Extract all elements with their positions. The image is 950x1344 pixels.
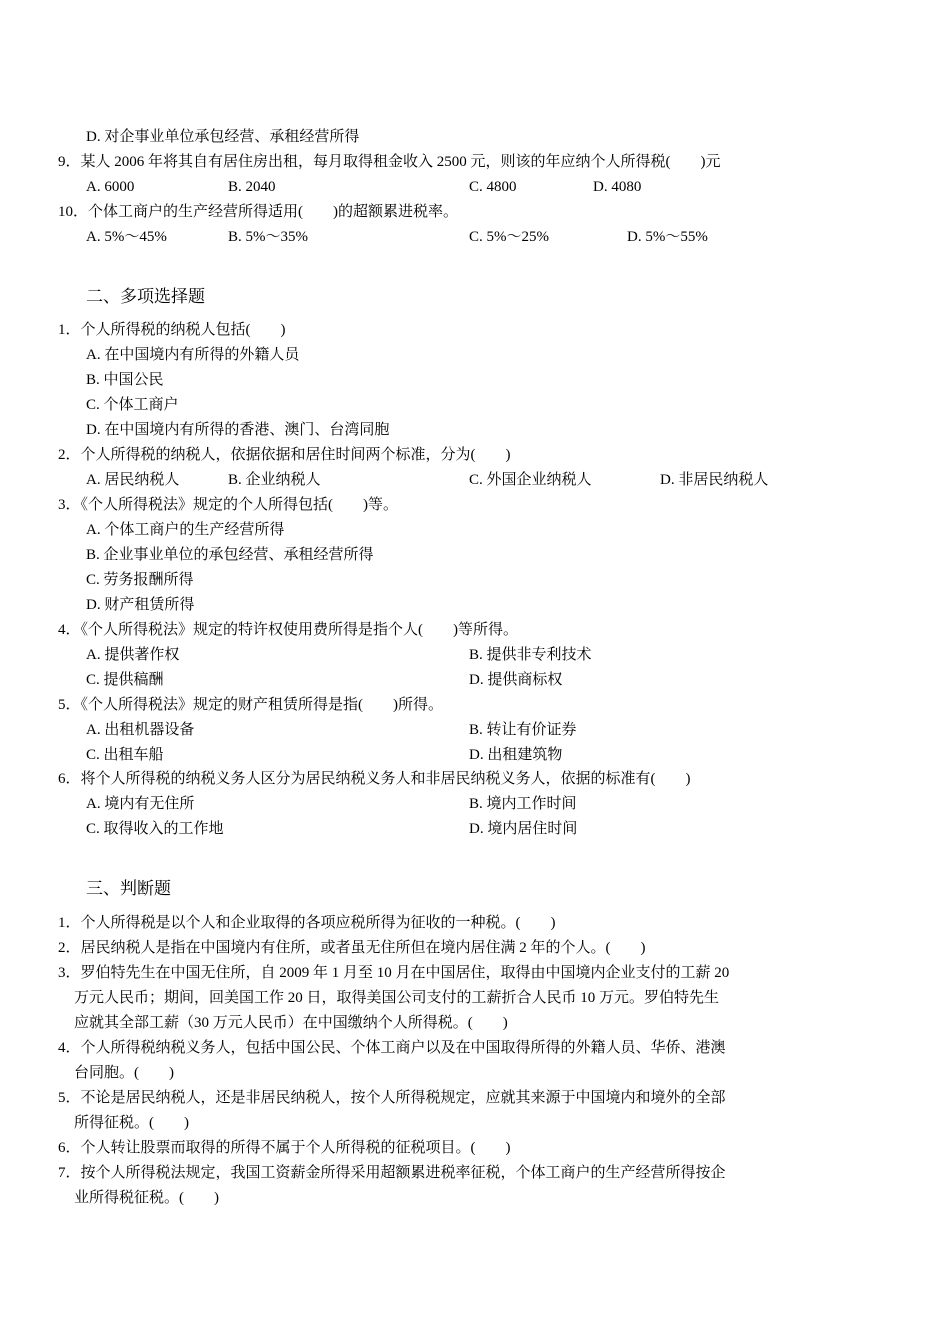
- q10-option-b: B. 5%～35%: [228, 229, 308, 245]
- s2-q3-option-b: B. 企业事业单位的承包经营、承租经营所得: [86, 547, 374, 563]
- s2-q2-text: 2．个人所得税的纳税人，依据依据和居住时间两个标准，分为( ): [58, 447, 511, 463]
- q9-option-c: C. 4800: [469, 179, 517, 195]
- s2-q6-text: 6．将个人所得税的纳税义务人区分为居民纳税义务人和非居民纳税义务人，依据的标准有( ): [58, 771, 691, 787]
- s2-q5-text: 5．《个人所得税法》规定的财产租赁所得是指( )所得。: [58, 697, 443, 713]
- s2-q1-option-c: C. 个体工商户: [86, 397, 179, 413]
- s2-q4-option-d: D. 提供商标权: [469, 672, 563, 688]
- s2-q5-option-a: A. 出租机器设备: [86, 722, 195, 738]
- s2-q4-option-c: C. 提供稿酬: [86, 672, 164, 688]
- s2-q5-option-b: B. 转让有价证券: [469, 722, 577, 738]
- section2-heading: 二、多项选择题: [86, 287, 205, 306]
- s2-q4-option-b: B. 提供非专利技术: [469, 647, 592, 663]
- s2-q6-option-a: A. 境内有无住所: [86, 796, 195, 812]
- s2-q4-option-a: A. 提供著作权: [86, 647, 180, 663]
- s2-q1-text: 1．个人所得税的纳税人包括( ): [58, 322, 286, 338]
- q10-text: 10．个体工商户的生产经营所得适用( )的超额累进税率。: [58, 204, 458, 220]
- q10-option-c: C. 5%～25%: [469, 229, 549, 245]
- s2-q6-option-c: C. 取得收入的工作地: [86, 821, 224, 837]
- section3-heading: 三、判断题: [86, 879, 171, 898]
- s3-line: 2．居民纳税人是指在中国境内有住所，或者虽无住所但在境内居住满 2 年的个人。( ): [58, 940, 646, 956]
- s2-q2-option-d: D. 非居民纳税人: [660, 472, 769, 488]
- q9-option-b: B. 2040: [228, 179, 276, 195]
- s2-q5-option-c: C. 出租车船: [86, 747, 164, 763]
- s3-line: 万元人民币；期间，回美国工作 20 日，取得美国公司支付的工薪折合人民币 10 万元。罗伯特先生: [74, 990, 720, 1006]
- s3-line: 4．个人所得税纳税义务人，包括中国公民、个体工商户以及在中国取得所得的外籍人员、华侨、港澳: [58, 1040, 726, 1056]
- s3-line: 台同胞。( ): [74, 1065, 174, 1081]
- s3-line: 应就其全部工薪（30 万元人民币）在中国缴纳个人所得税。( ): [74, 1015, 508, 1031]
- s2-q4-text: 4．《个人所得税法》规定的特许权使用费所得是指个人( )等所得。: [58, 622, 518, 638]
- s2-q6-option-b: B. 境内工作时间: [469, 796, 577, 812]
- s2-q1-option-a: A. 在中国境内有所得的外籍人员: [86, 347, 300, 363]
- s2-q1-option-d: D. 在中国境内有所得的香港、澳门、台湾同胞: [86, 422, 390, 438]
- s2-q2-option-c: C. 外国企业纳税人: [469, 472, 592, 488]
- s2-q5-option-d: D. 出租建筑物: [469, 747, 563, 763]
- q9-text: 9．某人 2006 年将其自有居住房出租，每月取得租金收入 2500 元，则该的年应纳个人所得税( )元: [58, 154, 721, 170]
- s2-q3-text: 3．《个人所得税法》规定的个人所得包括( )等。: [58, 497, 398, 513]
- s2-q1-option-b: B. 中国公民: [86, 372, 164, 388]
- q10-option-d: D. 5%～55%: [627, 229, 708, 245]
- s2-q2-option-b: B. 企业纳税人: [228, 472, 321, 488]
- q9-option-a: A. 6000: [86, 179, 135, 195]
- s2-q3-option-d: D. 财产租赁所得: [86, 597, 195, 613]
- q9-option-d: D. 4080: [593, 179, 642, 195]
- s3-line: 业所得税征税。( ): [74, 1190, 219, 1206]
- s3-line: 5．不论是居民纳税人，还是非居民纳税人，按个人所得税规定，应就其来源于中国境内和境外的全部: [58, 1090, 726, 1106]
- s3-line: 3．罗伯特先生在中国无住所，自 2009 年 1 月至 10 月在中国居住，取得由中国境内企业支付的工薪 20: [58, 965, 730, 981]
- s2-q3-option-a: A. 个体工商户的生产经营所得: [86, 522, 285, 538]
- s3-line: 1．个人所得税是以个人和企业取得的各项应税所得为征收的一种税。( ): [58, 915, 556, 931]
- s3-line: 所得征税。( ): [74, 1115, 189, 1131]
- s2-q6-option-d: D. 境内居住时间: [469, 821, 578, 837]
- s2-q2-option-a: A. 居民纳税人: [86, 472, 180, 488]
- s3-line: 7．按个人所得税法规定，我国工资薪金所得采用超额累进税率征税，个体工商户的生产经营所得按企: [58, 1165, 726, 1181]
- q10-option-a: A. 5%～45%: [86, 229, 167, 245]
- s2-q3-option-c: C. 劳务报酬所得: [86, 572, 194, 588]
- s3-line: 6．个人转让股票而取得的所得不属于个人所得税的征税项目。( ): [58, 1140, 511, 1156]
- q8-option-d: D. 对企事业单位承包经营、承租经营所得: [86, 129, 360, 145]
